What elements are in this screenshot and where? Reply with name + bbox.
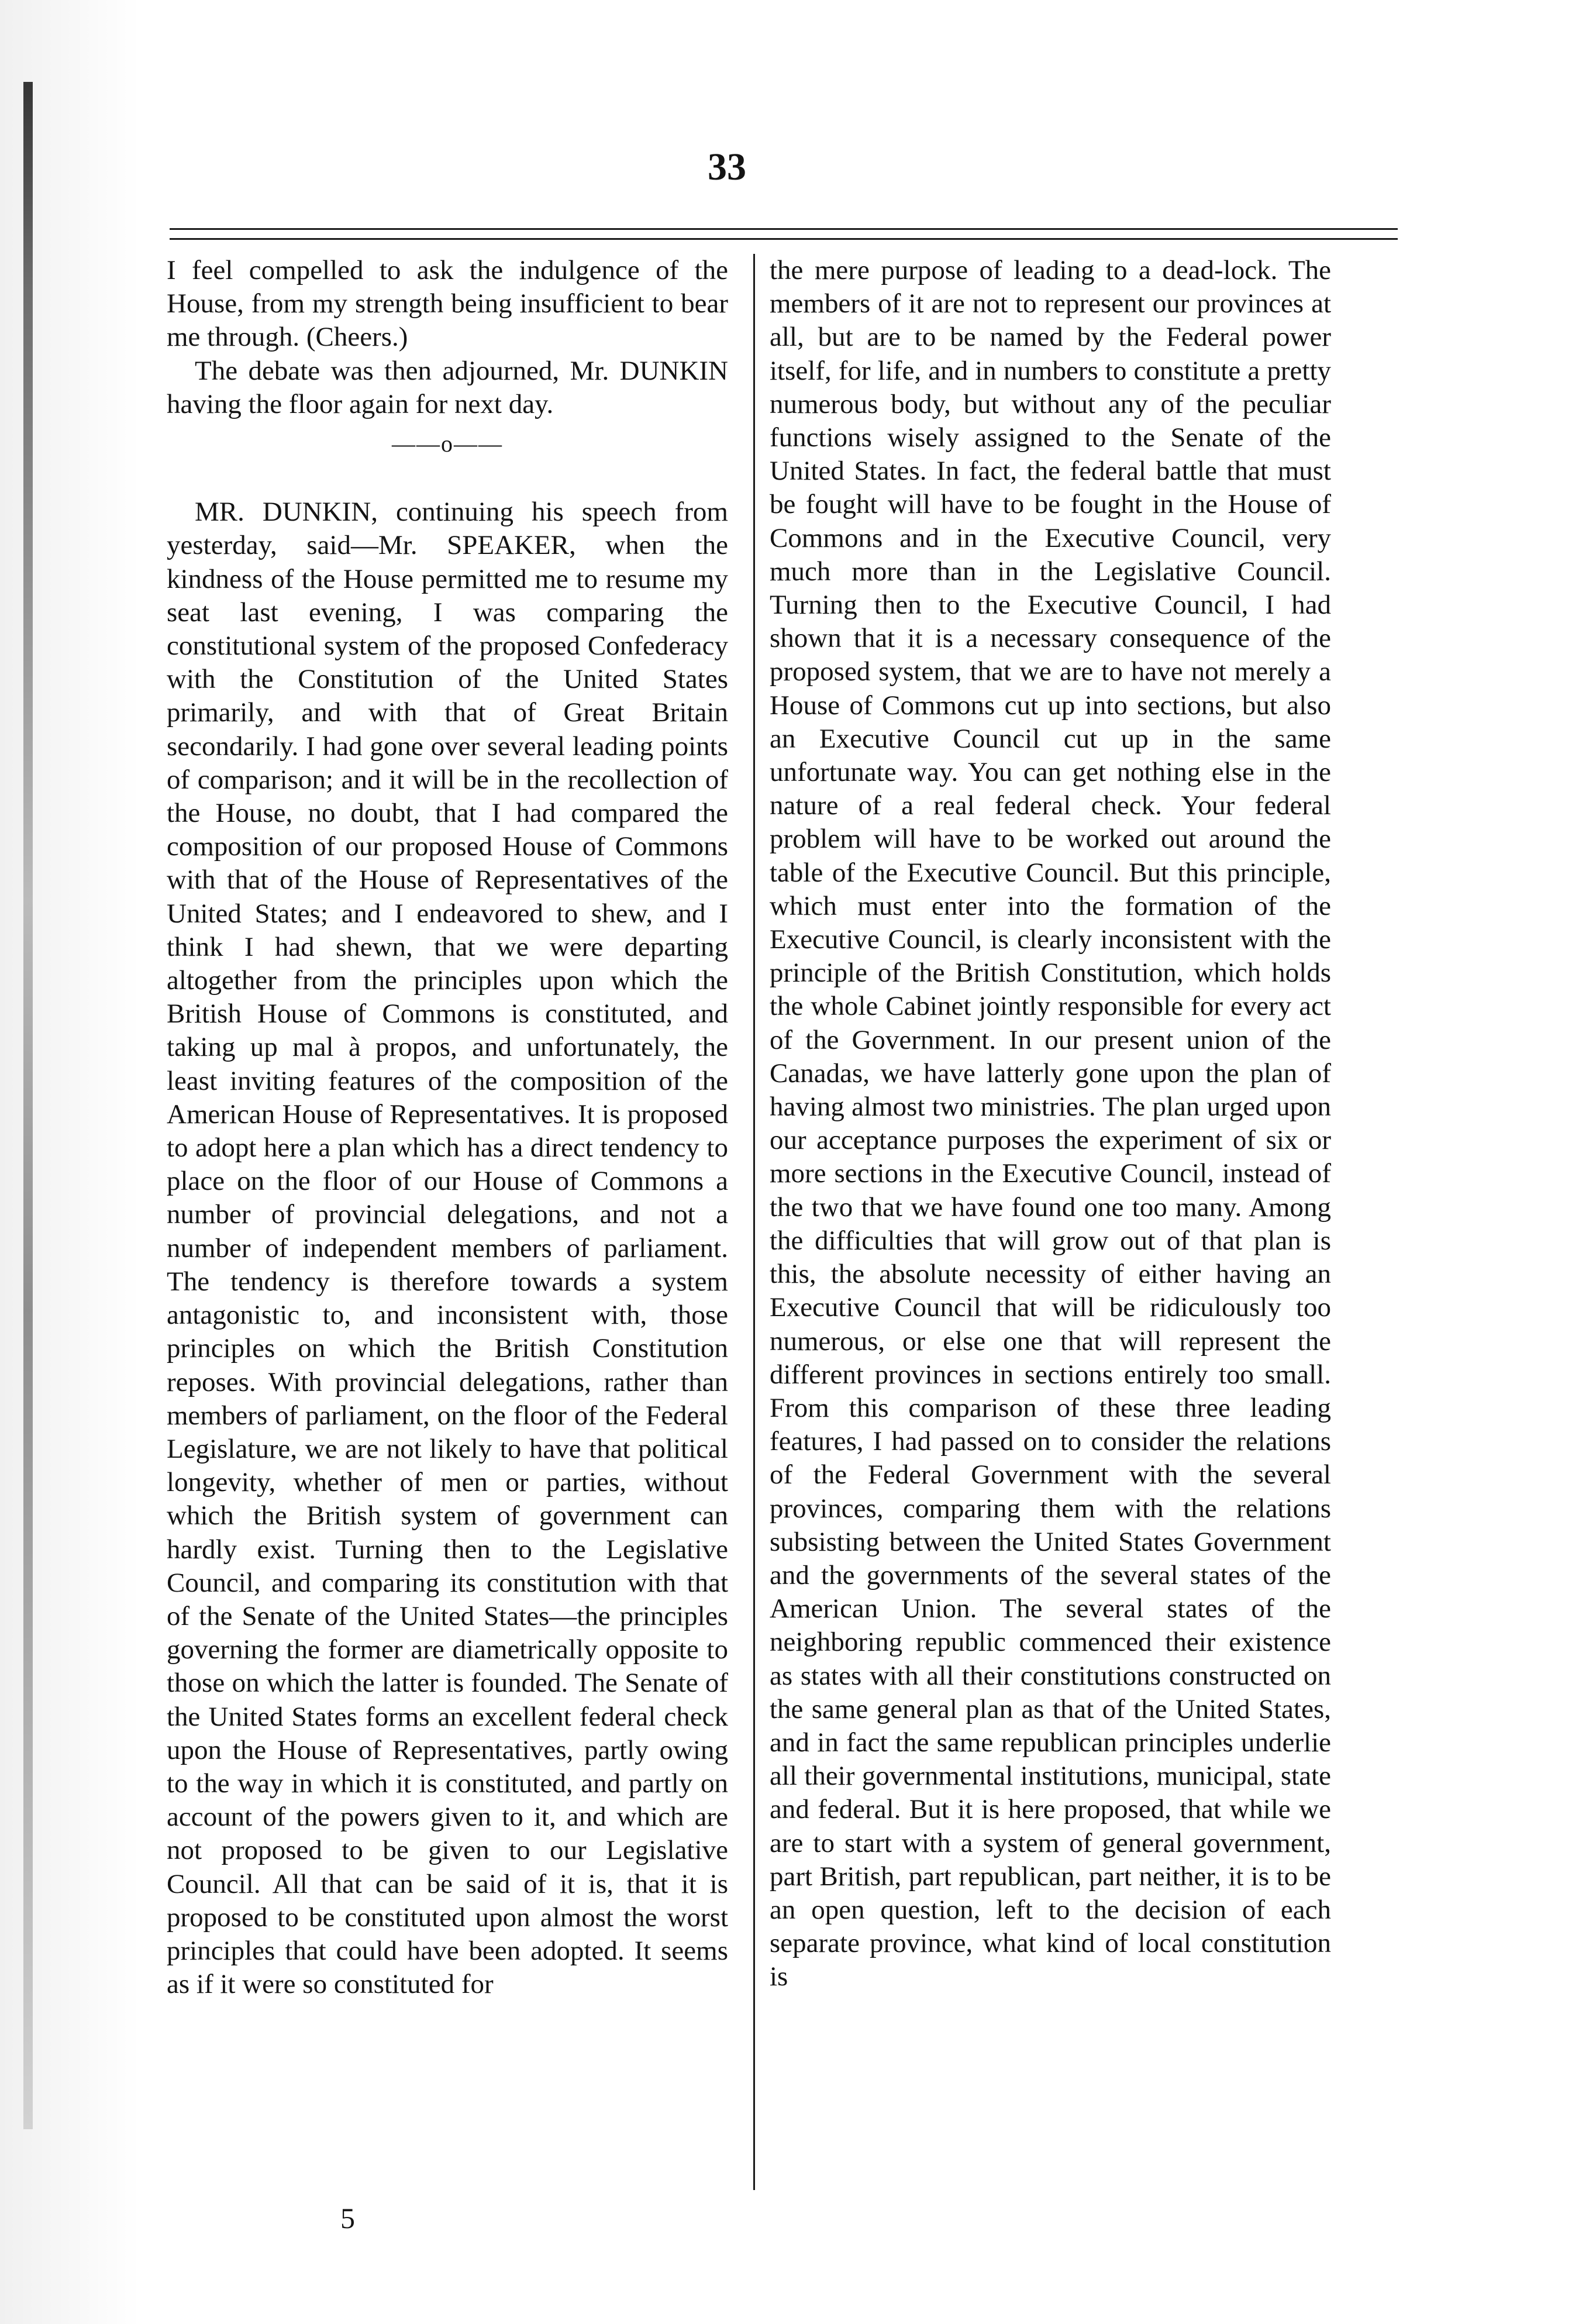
right-column (770, 254, 1331, 1994)
binding-mark (23, 82, 33, 2129)
left-column (167, 254, 728, 2001)
signature-mark: 5 (340, 2202, 355, 2235)
right-paragraph-1: the mere purpose of leading to a dead-lock. The members of it are not to represent our provinces at all, but are to be named by the Federal power itself, for life, and in numbers to constitute a pretty numerous body, but without any of the peculiar functions wisely assigned to the Senate of the United States. In fact, the federal battle that must be fought will have to be fought in the House of Commons and in the Executive Council, very much more than in the Legislative Council. Turning then to the Executive Council, I had shown that it is a necessary consequence of the proposed system, that we are to have not merely a House of Commons cut up into sections, but also an Executive Council cut up in the same unfortunate way. You can get nothing else in the nature of a real federal check. Your federal problem will have to be worked out around the table of the Executive Council. But this principle, which must enter into the formation of the Executive Council, is clearly inconsistent with the principle of the British Constitution, which holds the whole Cabinet jointly responsible for every act of the Government. In our present union of the Canadas, we have latterly gone upon the plan of having almost two ministries. The plan urged upon our acceptance purposes the experiment of six or more sections in the Executive Council, instead of the two that we have found one too many. Among the difficulties that will grow out of that plan is this, the absolute necessity of either having an Executive Council that will be ridiculously too numerous, or else one that will represent the different provinces in sections entirely too small. From this comparison of these three leading features, I had passed on to consider the relations of the Federal Government with the several provinces, comparing them with the relations subsisting between the United States Government and the governments of the several states of the American Union. The several states of the neighboring republic commenced their existence as states with all their constitutions constructed on the same general plan as that of the United States, and in fact the same republican principles underlie all their governmental institutions, municipal, state and federal. But it is here proposed, that while we are to start with a system of general government, part British, part republican, part neither, it is to be an open question, left to the decision of each separate province, what kind of local constitution is (770, 255, 1331, 1992)
left-paragraph-2: The debate was then adjourned, Mr. DUNKIN having the floor again for next day. (167, 355, 728, 419)
left-paragraph-3: MR. DUNKIN, continuing his speech from yesterday, said—Mr. SPEAKER, when the kindness of the House permitted me to resume my seat last evening, I was comparing the constitutional system of the proposed Confederacy with the Constitution of the United States primarily, and with that of Great Britain secondarily. I had gone over several leading points of comparison; and it will be in the recollection of the House, no doubt, that I had compared the composition of our proposed House of Commons with that of the House of Representatives of the United States; and I endeavored to shew, and I think I had shewn, that we were departing altogether from the principles upon which the British House of Commons is constituted, and taking up mal à propos, and unfortunately, the least inviting features of the composition of the American House of Representatives. It is proposed to adopt here a plan which has a direct tendency to place on the floor of our House of Commons a number of provincial delegations, and not a number of independent members of parliament. The tendency is therefore towards a system antagonistic to, and inconsistent with, those principles on which the British Constitution reposes. With provincial delegations, rather than members of parliament, on the floor of the Federal Legislature, we are not likely to have that political longevity, whether of men or parties, without which the British system of government can hardly exist. Turning then to the Legislative Council, and comparing its constitution with that of the Senate of the United States—the principles governing the former are diametrically opposite to those on which the latter is founded. The Senate of the United States forms an excellent federal check upon the House of Representatives, partly owing to the way in which it is constituted, and partly on account of the powers given to it, and which are not proposed to be given to our Legislative Council. All that can be said of it is, that it is proposed to be constituted upon almost the worst principles that could have been adopted. It seems as if it were so constituted for (167, 497, 728, 2000)
left-paragraph-1: I feel compelled to ask the indulgence of the House, from my strength being insufficient to bear me through. (Cheers.) (167, 255, 728, 353)
header-double-rule (170, 228, 1398, 240)
section-divider: ——o—— (392, 431, 503, 457)
page-number: 33 (708, 146, 746, 188)
binding-shadow (0, 0, 140, 2324)
column-rule (753, 254, 755, 2190)
